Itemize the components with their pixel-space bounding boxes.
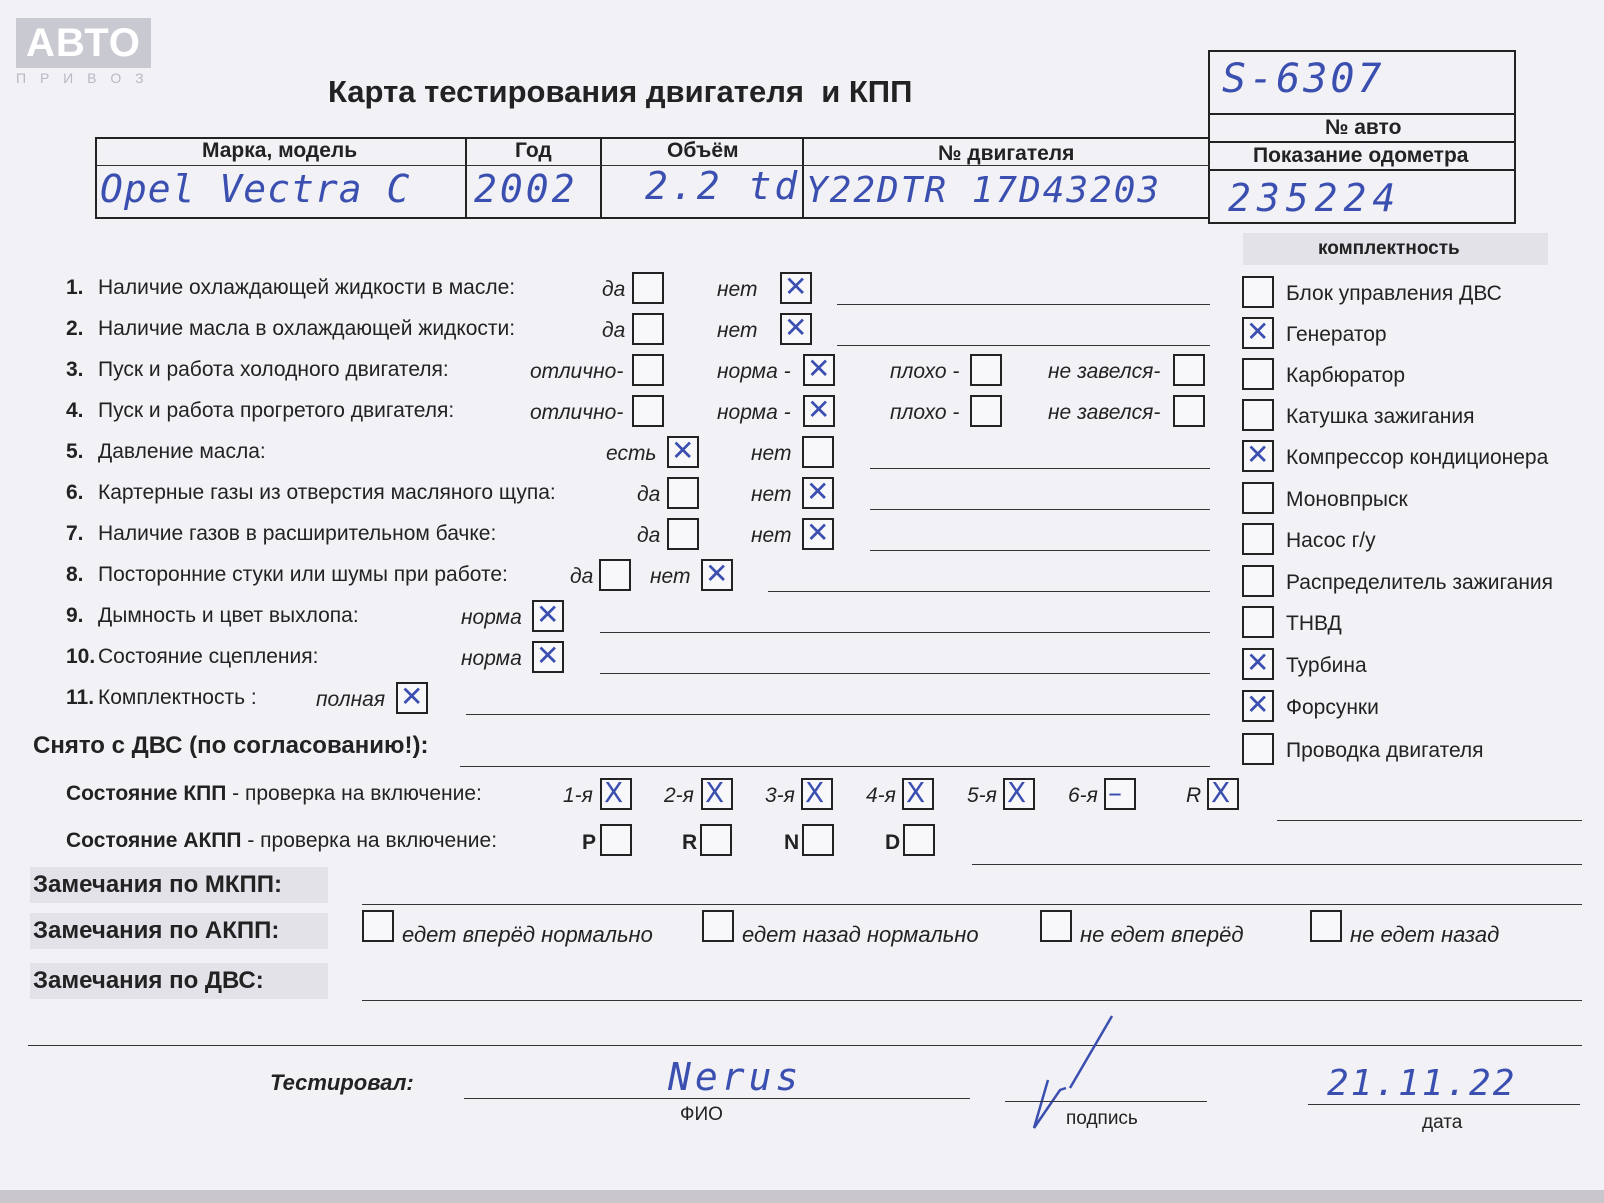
komplektnost-checkbox[interactable] (1242, 733, 1274, 765)
check-mark: ✕ (536, 598, 560, 631)
option-label: норма (461, 606, 522, 629)
akpp-mode-checkbox[interactable] (600, 824, 632, 856)
option-label: есть (606, 442, 657, 465)
item-number: 11. (66, 686, 95, 709)
option-checkbox[interactable] (1173, 354, 1205, 386)
option-checkbox[interactable] (667, 436, 699, 468)
komplektnost-item-label: Генератор (1286, 323, 1387, 346)
signature-label: подпись (1066, 1108, 1138, 1129)
date-label: дата (1422, 1112, 1463, 1133)
akpp-line (972, 864, 1582, 865)
item-label: Дымность и цвет выхлопа: (98, 604, 359, 627)
option-label: нет (650, 565, 691, 588)
option-checkbox[interactable] (802, 518, 834, 550)
option-checkbox[interactable] (803, 354, 835, 386)
option-checkbox[interactable] (667, 477, 699, 509)
kpp-label-bold: Состояние КПП (66, 782, 227, 805)
date-value: 21.11.22 (1327, 1063, 1517, 1104)
option-label: отлично- (530, 360, 624, 383)
tester-name: Nerus (668, 1055, 803, 1099)
option-label: да (602, 278, 626, 301)
gear-checkbox[interactable] (1003, 778, 1035, 810)
item-number: 2. (66, 317, 84, 340)
check-mark: ✕ (806, 475, 830, 508)
removed-label: Снято с ДВС (по согласованию!): (33, 732, 429, 759)
item-label: Комплектность : (98, 686, 257, 709)
check-mark: ✕ (807, 393, 831, 426)
item-number: 10. (66, 645, 96, 668)
gear-label: R (1186, 784, 1202, 807)
option-checkbox[interactable] (802, 436, 834, 468)
akpp-remark-checkbox[interactable] (1040, 910, 1072, 942)
komplektnost-checkbox[interactable] (1242, 358, 1274, 390)
option-label: да (570, 565, 594, 588)
item-number: 5. (66, 440, 84, 463)
check-mark: X (906, 776, 926, 809)
akpp-label (66, 829, 497, 853)
item-number: 9. (66, 604, 84, 627)
check-mark: ✕ (1246, 688, 1270, 721)
option-label: нет (751, 524, 792, 547)
item-number: 8. (66, 563, 84, 586)
komplektnost-checkbox[interactable] (1242, 648, 1274, 680)
check-mark: ✕ (1246, 315, 1270, 348)
kpp-line (1277, 820, 1582, 821)
item-line (466, 714, 1210, 715)
check-mark: X (705, 776, 725, 809)
option-label: не завелся- (1048, 401, 1161, 424)
item-number: 4. (66, 399, 84, 422)
remarks-mkpp-line (362, 904, 1582, 905)
akpp-label-bold: Состояние АКПП (66, 829, 242, 852)
logo-sub: П Р И В О З (16, 70, 149, 86)
item-line (870, 468, 1210, 469)
komplektnost-checkbox[interactable] (1242, 565, 1274, 597)
option-label: да (637, 483, 661, 506)
komplektnost-item-label: Моновпрыск (1286, 488, 1408, 511)
item-line (768, 591, 1210, 592)
gear-label: 4-я (866, 784, 896, 807)
option-checkbox[interactable] (396, 682, 428, 714)
komplektnost-item-label: Карбюратор (1286, 364, 1406, 387)
gear-label: 1-я (563, 784, 593, 807)
gear-checkbox[interactable] (1207, 778, 1239, 810)
gear-checkbox[interactable] (600, 778, 632, 810)
logo (16, 18, 151, 86)
item-label: Наличие масла в охлаждающей жидкости: (98, 317, 516, 340)
remarks-mkpp-label: Замечания по МКПП: (33, 871, 283, 898)
option-checkbox[interactable] (599, 559, 631, 591)
akpp-mode-label: P (582, 831, 597, 854)
option-label: норма - (717, 360, 791, 383)
form-title: Карта тестирования двигателя и КПП (328, 74, 913, 109)
komplektnost-item-label: Катушка зажигания (1286, 405, 1475, 428)
kpp-label (66, 782, 482, 806)
komplektnost-title: комплектность (1318, 238, 1460, 259)
komplektnost-item-label: Блок управления ДВС (1286, 282, 1502, 305)
akpp-remark-label: едет назад нормально (742, 922, 979, 947)
name-line (464, 1098, 970, 1099)
removed-line (460, 766, 1210, 767)
item-line (870, 509, 1210, 510)
akpp-remark-checkbox[interactable] (362, 910, 394, 942)
komplektnost-item-label: ТНВД (1286, 612, 1342, 635)
tested-label: Тестировал: (270, 1070, 414, 1095)
option-label: отлично- (530, 401, 624, 424)
option-label: нет (751, 483, 792, 506)
item-label: Пуск и работа прогретого двигателя: (98, 399, 455, 422)
option-checkbox[interactable] (532, 600, 564, 632)
option-checkbox[interactable] (632, 395, 664, 427)
komplektnost-item-label: Компрессор кондиционера (1286, 446, 1549, 469)
option-label: норма (461, 647, 522, 670)
akpp-remark-checkbox[interactable] (702, 910, 734, 942)
item-number: 3. (66, 358, 84, 381)
akpp-remark-label: едет вперёд нормально (402, 922, 653, 947)
akpp-mode-label: D (885, 831, 901, 854)
option-checkbox[interactable] (802, 477, 834, 509)
check-mark: ✕ (671, 434, 695, 467)
remarks-dvs-line (362, 1000, 1582, 1001)
col-make-label: Марка, модель (202, 139, 358, 162)
odometer-value: 235224 (1228, 176, 1402, 220)
akpp-remark-label: не едет назад (1350, 922, 1500, 947)
option-checkbox[interactable] (667, 518, 699, 550)
check-mark: ✕ (400, 680, 424, 713)
col-engine-label: № двигателя (938, 142, 1075, 165)
gear-label: 3-я (765, 784, 795, 807)
akpp-mode-label: N (784, 831, 800, 854)
option-label: да (602, 319, 626, 342)
volume-value: 2.2 td (645, 164, 801, 208)
item-label: Посторонние стуки или шумы при работе: (98, 563, 508, 586)
option-label: нет (751, 442, 792, 465)
col-volume-label: Объём (667, 139, 739, 162)
option-checkbox[interactable] (632, 313, 664, 345)
akpp-mode-label: R (682, 831, 698, 854)
check-mark: ✕ (1246, 438, 1270, 471)
item-number: 6. (66, 481, 84, 504)
option-label: не завелся- (1048, 360, 1161, 383)
item-line (600, 673, 1210, 674)
gear-checkbox[interactable] (902, 778, 934, 810)
option-checkbox[interactable] (780, 272, 812, 304)
item-line (837, 345, 1210, 346)
option-label: нет (717, 278, 758, 301)
check-mark: ✕ (1246, 646, 1270, 679)
akpp-label-rest: - проверка на включение: (241, 829, 498, 852)
akpp-mode-checkbox[interactable] (802, 824, 834, 856)
item-number: 7. (66, 522, 84, 545)
option-label: нет (717, 319, 758, 342)
komplektnost-checkbox[interactable] (1242, 399, 1274, 431)
item-line (600, 632, 1210, 633)
akpp-mode-checkbox[interactable] (700, 824, 732, 856)
gear-label: 6-я (1068, 784, 1098, 807)
akpp-mode-checkbox[interactable] (903, 824, 935, 856)
komplektnost-checkbox[interactable] (1242, 523, 1274, 555)
gear-checkbox[interactable] (801, 778, 833, 810)
kpp-label-rest: - проверка на включение: (226, 782, 482, 805)
item-label: Наличие охлаждающей жидкости в масле: (98, 276, 516, 299)
option-label: да (637, 524, 661, 547)
komplektnost-item-label: Турбина (1286, 654, 1367, 677)
komplektnost-checkbox[interactable] (1242, 276, 1274, 308)
item-number: 1. (66, 276, 84, 299)
option-checkbox[interactable] (970, 354, 1002, 386)
check-mark: ✕ (705, 557, 729, 590)
komplektnost-item-label: Форсунки (1286, 696, 1379, 719)
check-mark: ✕ (806, 516, 830, 549)
option-label: полная (316, 688, 386, 711)
item-label: Давление масла: (98, 440, 266, 463)
komplektnost-checkbox[interactable] (1242, 482, 1274, 514)
item-line (837, 304, 1210, 305)
check-mark: ✕ (536, 639, 560, 672)
remarks-akpp-label: Замечания по АКПП: (33, 917, 280, 944)
option-checkbox[interactable] (803, 395, 835, 427)
komplektnost-item-label: Распределитель зажигания (1286, 571, 1554, 594)
option-checkbox[interactable] (532, 641, 564, 673)
engine-no-value: Y22DTR 17D43203 (806, 170, 1162, 211)
item-label: Наличие газов в расширительном бачке: (98, 522, 497, 545)
col-year-label: Год (515, 139, 552, 162)
check-mark: ✕ (784, 311, 808, 344)
gear-checkbox[interactable] (1104, 778, 1136, 810)
check-mark: – (1108, 776, 1122, 809)
item-label: Состояние сцепления: (98, 645, 319, 668)
col-odometer-label: Показание одометра (1253, 144, 1469, 167)
gear-label: 5-я (967, 784, 997, 807)
option-checkbox[interactable] (1173, 395, 1205, 427)
fio-label: ФИО (680, 1104, 723, 1125)
akpp-remark-label: не едет вперёд (1080, 922, 1244, 947)
check-mark: ✕ (784, 270, 808, 303)
option-checkbox[interactable] (632, 354, 664, 386)
check-mark: X (604, 776, 624, 809)
check-mark: ✕ (807, 352, 831, 385)
komplektnost-checkbox[interactable] (1242, 606, 1274, 638)
item-label: Картерные газы из отверстия масляного щупа: (98, 481, 556, 504)
year-value: 2002 (474, 167, 578, 211)
akpp-remark-checkbox[interactable] (1310, 910, 1342, 942)
option-label: плохо - (890, 401, 960, 424)
check-mark: X (1211, 776, 1231, 809)
remarks-extra-line (28, 1045, 1582, 1046)
item-line (870, 550, 1210, 551)
option-checkbox[interactable] (701, 559, 733, 591)
gear-checkbox[interactable] (701, 778, 733, 810)
col-carno-label: № авто (1325, 116, 1402, 139)
komplektnost-checkbox[interactable] (1242, 440, 1274, 472)
make-value: Opel Vectra C (100, 167, 411, 211)
komplektnost-item-label: Проводка двигателя (1286, 739, 1484, 762)
car-number-value: S-6307 (1222, 56, 1385, 102)
date-line (1308, 1104, 1580, 1105)
komplektnost-checkbox[interactable] (1242, 317, 1274, 349)
option-label: норма - (717, 401, 791, 424)
item-label: Пуск и работа холодного двигателя: (98, 358, 449, 381)
komplektnost-item-label: Насос г/у (1286, 529, 1376, 552)
check-mark: X (805, 776, 825, 809)
signature-line (1005, 1101, 1207, 1102)
option-checkbox[interactable] (780, 313, 812, 345)
option-checkbox[interactable] (632, 272, 664, 304)
remarks-dvs-label: Замечания по ДВС: (33, 967, 264, 994)
komplektnost-checkbox[interactable] (1242, 690, 1274, 722)
gear-label: 2-я (664, 784, 694, 807)
option-checkbox[interactable] (970, 395, 1002, 427)
logo-text: АВТО (16, 18, 151, 68)
check-mark: X (1007, 776, 1027, 809)
option-label: плохо - (890, 360, 960, 383)
